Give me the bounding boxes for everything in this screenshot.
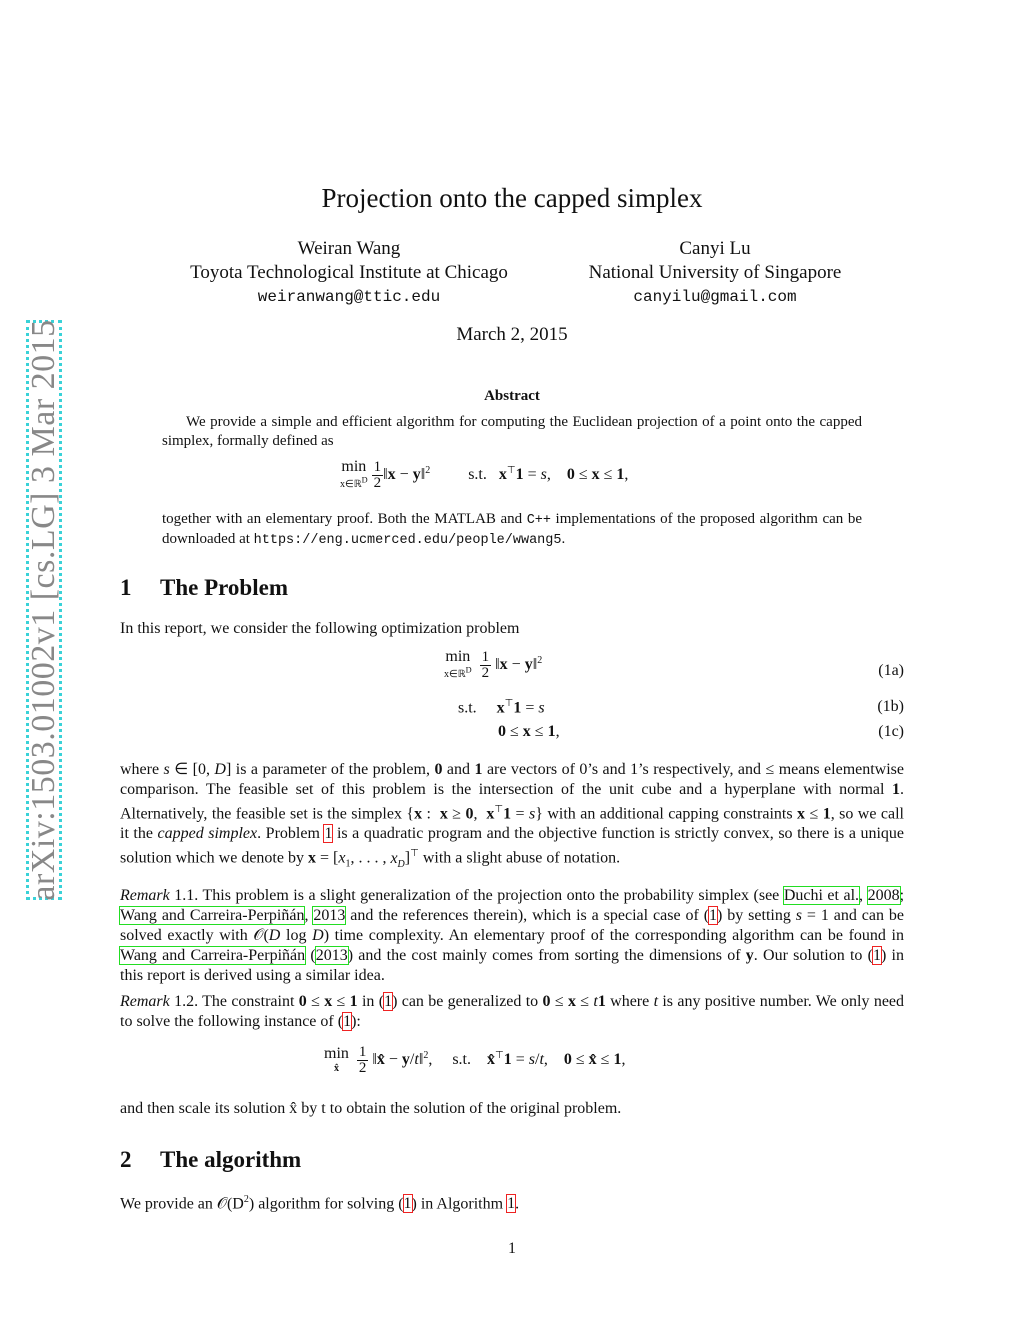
author-email: weiranwang@ttic.edu <box>257 288 441 306</box>
intro-paragraph: In this report, we consider the following optimization problem <box>120 620 520 637</box>
ref-problem-1[interactable]: 1 <box>324 825 333 843</box>
remark-closing: and then scale its solution x̂ by t to obtain the solution of the original problem. <box>120 1100 622 1117</box>
equation-1a: min x∈ℝ$^D$ $\frac{1}{2}$ ‖x − y‖$^2$ <box>444 648 543 681</box>
abstract-heading: Abstract <box>484 388 540 404</box>
ref-eq-1[interactable]: 1 <box>872 947 881 964</box>
ref-eq-1[interactable]: 1 <box>709 907 718 924</box>
author-affiliation: National University of Singapore <box>588 262 842 283</box>
section-2-paragraph: We provide an $𝒪(D^2)$ algorithm for solving (1) in Algorithm 1. <box>120 1194 520 1213</box>
equation-label-1b: (1b) <box>877 698 904 715</box>
abstract-equation: min x∈ℝ$^D$ $\frac{1}{2}$ ‖x − y‖$^2$ s.t. x⊤1 = s, 0 ≤ x ≤ 1, <box>340 458 629 491</box>
author-name: Weiran Wang <box>297 238 401 259</box>
equation-scaled: min x̂ $\frac{1}{2}$ ‖x̂ − y/t‖$^2$, s.t. x̂⊤1 = s/t, 0 ≤ x̂ ≤ 1, <box>324 1044 626 1076</box>
author-email: canyilu@gmail.com <box>633 288 797 306</box>
page-number: 1 <box>508 1240 516 1257</box>
equation-label-1a: (1a) <box>878 662 904 679</box>
author-2 <box>570 237 860 309</box>
arxiv-stamp <box>6 320 68 905</box>
cite-wang[interactable]: Wang and Carreira-Perpiñán <box>120 907 305 924</box>
abstract-paragraph-1: We provide a simple and efficient algorithm for computing the Euclidean projection of a point onto the capped simplex, formally defined as <box>162 414 862 449</box>
remark-1-1: Remark 1.1. This problem is a slight generalization of the projection onto the probability simplex (see Duchi et al., 2008; Wang and Carreira-Perpiñán, 2013 and the references therein), which is a special case of (1) by setting s = 1 and can be solved exactly with 𝒪(D log D) time complexity. An elementary proof of the corresponding algorithm can be found in Wang and Carreira-Perpiñán (2013) and the cost mainly comes from sorting the dimensions of y. Our solution to (1) in this report is derived using a similar idea. <box>120 887 905 984</box>
cite-duchi[interactable]: Duchi et al. <box>783 887 860 904</box>
arxiv-identifier: arXiv:1503.01002v1 [cs.LG] 3 Mar 2015 <box>25 319 62 901</box>
ref-algorithm-1[interactable]: 1 <box>507 1195 516 1213</box>
cite-duchi-year[interactable]: 2008 <box>867 887 900 904</box>
cite-wang-2-year[interactable]: 2013 <box>315 947 348 964</box>
equation-1b: s.t. x⊤1 = s <box>458 698 545 717</box>
ref-eq-1[interactable]: 1 <box>403 1195 412 1213</box>
ref-eq-1[interactable]: 1 <box>384 993 393 1010</box>
equation-label-1c: (1c) <box>878 723 904 740</box>
abstract-paragraph-2: together with an elementary proof. Both the MATLAB and C++ implementations of the proposed algorithm can be downloaded at https://eng.ucmerced.edu/people/wwang5. <box>162 511 862 548</box>
paper-title: Projection onto the capped simplex <box>321 183 703 213</box>
cite-wang-2[interactable]: Wang and Carreira-Perpiñán <box>120 947 306 964</box>
author-affiliation: Toyota Technological Institute at Chicago <box>190 262 508 283</box>
section-1-heading: 1 The Problem <box>120 575 288 600</box>
remark-1-2: Remark 1.2. The constraint 0 ≤ x ≤ 1 in (1) can be generalized to 0 ≤ x ≤ t1 where t is any positive number. We only need to solve the following instance of (1): <box>120 993 905 1030</box>
section-2-heading: 2 The algorithm <box>120 1147 302 1172</box>
cite-wang-year[interactable]: 2013 <box>313 907 346 924</box>
ref-eq-1[interactable]: 1 <box>343 1013 352 1030</box>
author-name: Canyi Lu <box>679 238 751 259</box>
paper-date: March 2, 2015 <box>456 324 568 345</box>
code-download-link[interactable]: https://eng.ucmerced.edu/people/wwang5 <box>253 533 562 548</box>
equation-1c: 0 ≤ x ≤ 1, <box>498 723 560 740</box>
problem-description-paragraph: where s ∈ [0, D] is a parameter of the problem, 0 and 1 are vectors of 0’s and 1’s respectively, and ≤ means elementwise comparison. The feasible set of this problem is the intersection of the unit cube and a hyperplane with normal 1. Alternatively, the feasible set is the simplex {x : x ≥ 0, x⊤1 = s} with an additional capping constraints x ≤ 1, so we call it the capped simplex. Problem 1 is a quadratic program and the objective function is strictly convex, so there is a unique solution which we denote by $x = [x_1$, . . . , $x_D]^⊤$ with a slight abuse of notation. <box>120 761 905 870</box>
author-1 <box>168 237 530 309</box>
